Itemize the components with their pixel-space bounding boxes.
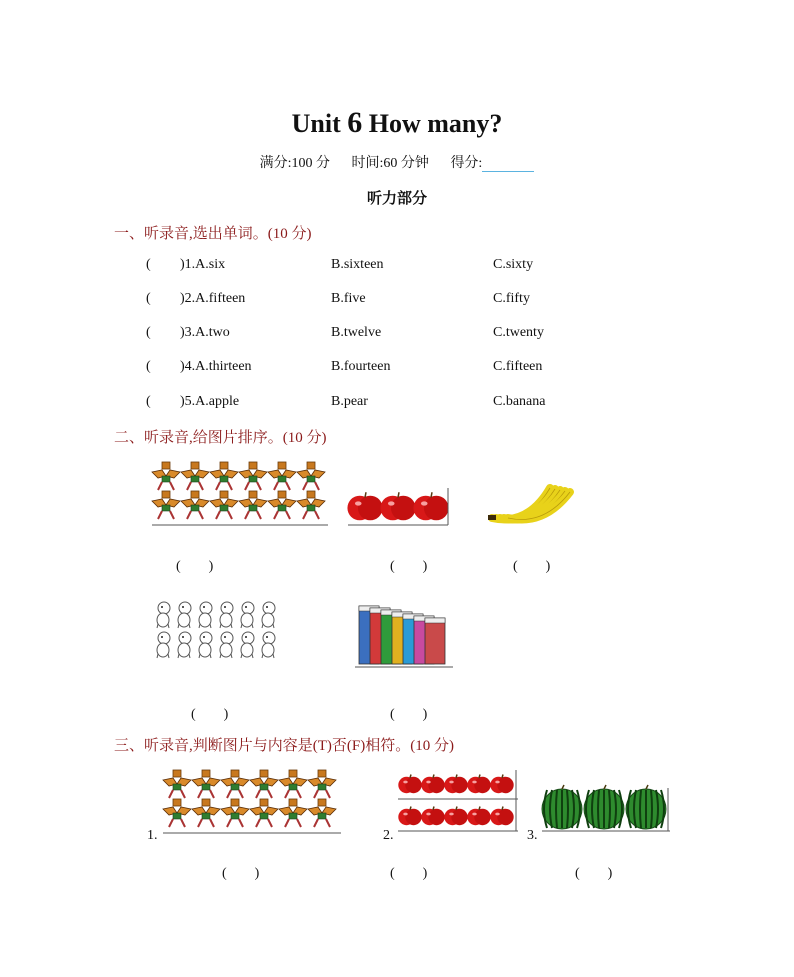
kite-figure (239, 491, 267, 519)
q4-option-c: C.fifteen (493, 359, 543, 374)
answer-paren-p2-2[interactable]: ( ) (390, 559, 428, 574)
q2-option-a: )2.A.fifteen (180, 291, 246, 306)
q3-option-a: )3.A.two (180, 325, 230, 340)
dog-figure (220, 602, 233, 628)
q5-option-c: C.banana (493, 394, 546, 409)
q5-option-a: )5.A.apple (180, 394, 240, 409)
q2-option-b: B.five (331, 291, 366, 306)
apple-figure (467, 775, 490, 794)
kite-figure (308, 770, 336, 798)
dog-figure (157, 602, 170, 628)
apple-figure (490, 775, 513, 794)
kite-figure (152, 491, 180, 519)
q1-option-a: )1.A.six (180, 257, 226, 272)
kites-picture (152, 462, 328, 528)
kite-figure (297, 491, 325, 519)
kite-figure (279, 770, 307, 798)
kite-figure (250, 770, 278, 798)
apples-picture (348, 488, 450, 528)
score-label: 得分: (450, 156, 483, 171)
kite-figure (210, 462, 238, 490)
book-figure (425, 618, 445, 664)
dog-figure (199, 602, 212, 628)
p3-label-1: 1. (147, 828, 158, 843)
dog-figure (199, 632, 212, 658)
kites-picture-2 (163, 770, 341, 836)
kite-figure (268, 462, 296, 490)
watermelon-figure (542, 785, 582, 829)
part2-heading: 二、听录音,给图片排序。(10 分) (114, 430, 327, 446)
apple-figure (398, 807, 421, 826)
dog-figure (241, 602, 254, 628)
apple-figure (421, 807, 444, 826)
bananas-picture (488, 482, 578, 530)
time-limit: 时间:60 分钟 (351, 156, 429, 171)
page-title: Unit 6 How many? (291, 106, 503, 139)
dog-figure (241, 632, 254, 658)
watermelon-figure (584, 785, 624, 829)
answer-paren-p2-3[interactable]: ( ) (513, 559, 551, 574)
apples-picture-10 (398, 770, 520, 834)
dog-figure (220, 632, 233, 658)
dog-figure (262, 602, 275, 628)
answer-paren-p2-4[interactable]: ( ) (191, 707, 229, 722)
dog-figure (178, 602, 191, 628)
section-title: 听力部分 (366, 191, 427, 207)
kite-figure (308, 799, 336, 827)
kite-figure (181, 462, 209, 490)
answer-paren-p3-1[interactable]: ( ) (222, 866, 260, 881)
kite-figure (163, 770, 191, 798)
apple-figure (398, 775, 421, 794)
p3-label-2: 2. (383, 828, 394, 843)
q1-option-b: B.sixteen (331, 257, 384, 272)
part3-heading: 三、听录音,判断图片与内容是(T)否(F)相符。(10 分) (114, 738, 454, 754)
dogs-picture (154, 600, 282, 666)
kite-figure (152, 462, 180, 490)
kite-figure (181, 491, 209, 519)
kite-figure (210, 491, 238, 519)
q5-open-paren: ( (146, 394, 151, 409)
answer-paren-p2-1[interactable]: ( ) (176, 559, 214, 574)
apple-figure (413, 492, 448, 520)
q1-option-c: C.sixty (493, 257, 534, 272)
answer-paren-p2-5[interactable]: ( ) (390, 707, 428, 722)
q3-option-c: C.twenty (493, 325, 544, 340)
books-picture (355, 600, 455, 670)
q4-option-a: )4.A.thirteen (180, 359, 252, 374)
kite-figure (268, 491, 296, 519)
dog-figure (262, 632, 275, 658)
full-score: 满分:100 分 (259, 156, 331, 171)
apple-figure (444, 807, 467, 826)
kite-figure (192, 770, 220, 798)
apple-figure (467, 807, 490, 826)
q3-open-paren: ( (146, 325, 151, 340)
p3-label-3: 3. (527, 828, 538, 843)
q4-option-b: B.fourteen (331, 359, 391, 374)
q2-option-c: C.fifty (493, 291, 530, 306)
kite-figure (279, 799, 307, 827)
exam-meta (0, 152, 794, 172)
kite-figure (221, 770, 249, 798)
q1-open-paren: ( (146, 257, 151, 272)
kite-figure (221, 799, 249, 827)
apple-figure (380, 492, 415, 520)
kite-figure (297, 462, 325, 490)
apple-figure (490, 807, 513, 826)
answer-paren-p3-2[interactable]: ( ) (390, 866, 428, 881)
answer-paren-p3-3[interactable]: ( ) (575, 866, 613, 881)
watermelons-picture (542, 784, 672, 834)
dog-figure (178, 632, 191, 658)
kite-figure (250, 799, 278, 827)
apple-figure (444, 775, 467, 794)
score-blank[interactable] (482, 157, 534, 172)
kite-figure (163, 799, 191, 827)
kite-figure (192, 799, 220, 827)
q2-open-paren: ( (146, 291, 151, 306)
q3-option-b: B.twelve (331, 325, 382, 340)
kite-figure (239, 462, 267, 490)
apple-figure (347, 492, 382, 520)
watermelon-figure (626, 785, 666, 829)
part1-heading: 一、听录音,选出单词。(10 分) (114, 226, 312, 242)
apple-figure (421, 775, 444, 794)
q5-option-b: B.pear (331, 394, 368, 409)
q4-open-paren: ( (146, 359, 151, 374)
dog-figure (157, 632, 170, 658)
